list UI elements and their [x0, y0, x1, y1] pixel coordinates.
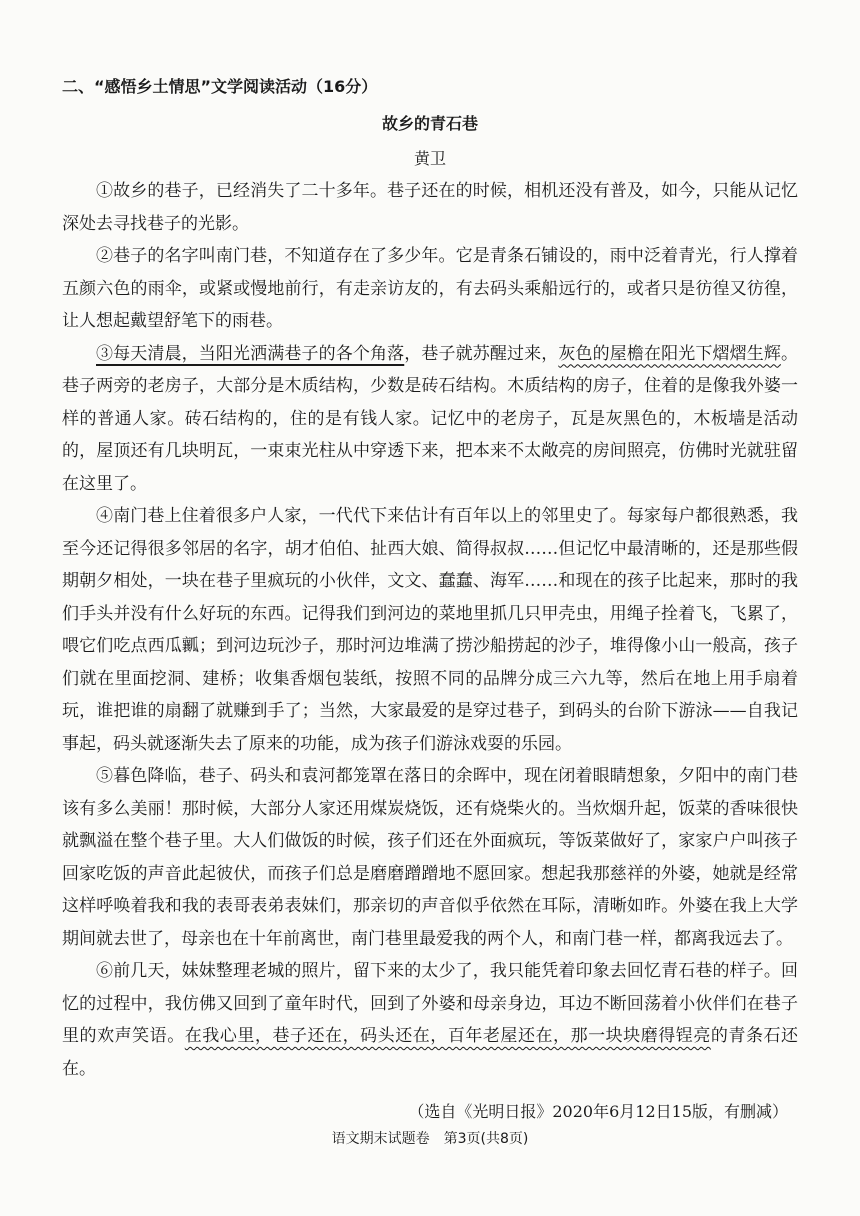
paragraph-3-rest: 。巷子两旁的老房子，大部分是木质结构，少数是砖石结构。木质结构的房子，住着的是像我外婆一样的普通人家。砖石结构的，住的是有钱人家。记忆中的老房子，瓦是灰黑色的，木板墙是活动的，屋顶还有几块明瓦，一束束光柱从中穿透下来，把本来不太敞亮的房间照亮，仿佛时光就驻留在这里了。 — [62, 343, 798, 494]
section-title: 二、“感悟乡土情思”文学阅读活动（16分） — [62, 77, 378, 96]
paragraph-5: ⑤暮色降临，巷子、码头和袁河都笼罩在落日的余晖中，现在闭着眼睛想象，夕阳中的南门巷该有多么美丽！那时候，大部分人家还用煤炭烧饭，还有烧柴火的。当炊烟升起，饭菜的香味很快就飘溢在整个巷子里。大人们做饭的时候，孩子们还在外面疯玩，等饭菜做好了，家家户户叫孩子回家吃饭的声音此起彼伏，而孩子们总是磨磨蹭蹭地不愿回家。想起我那慈祥的外婆，她就是经常这样呼唤着我和我的表哥表弟表妹们，那亲切的声音似乎依然在耳际，清晰如昨。外婆在我上大学期间就去世了，母亲也在十年前离世，南门巷里最爱我的两个人，和南门巷一样，都离我远去了。 — [62, 766, 798, 949]
paragraph-1: ①故乡的巷子，已经消失了二十多年。巷子还在的时候，相机还没有普及，如今，只能从记忆深处去寻找巷子的光影。 — [62, 181, 798, 234]
paragraph-4: ④南门巷上住着很多户人家，一代代下来估计有百年以上的邻里史了。每家每户都很熟悉，我至今还记得很多邻居的名字，胡才伯伯、扯西大娘、简得叔叔……但记忆中最清晰的，还是那些假期朝夕相处，一块在巷子里疯玩的小伙伴，文文、蠢蠢、海军……和现在的孩子比起来，那时的我们手头并没有什么好玩的东西。记得我们到河边的菜地里抓几只甲壳虫，用绳子拴着飞，飞累了，喂它们吃点西瓜瓤；到河边玩沙子，那时河边堆满了捞沙船捞起的沙子，堆得像小山一般高，孩子们就在里面挖洞、建桥；收集香烟包装纸，按照不同的品牌分成三六九等，然后在地上用手扇着玩，谁把谁的扇翻了就赚到手了；当然，大家最爱的是穿过巷子，到码头的台阶下游泳——自我记事起，码头就逐渐失去了原来的功能，成为孩子们游泳戏耍的乐园。 — [62, 506, 798, 754]
article-author: 黄卫 — [413, 149, 446, 168]
paragraph-6 — [62, 955, 798, 1085]
article-title: 故乡的青石巷 — [381, 114, 478, 133]
page-footer: 语文期末试题卷 第3页(共8页) — [331, 1131, 529, 1147]
paragraph-6-start: ⑥前几天，妹妹整理老城的照片，留下来的太少了，我只能凭着印象去回忆青石巷的样子。回忆的过程中，我仿佛又回到了童年时代，回到了外婆和母亲身边，耳边不断回荡着小伙伴们在巷子里的欢声笑语。 — [62, 961, 798, 1046]
article-source: （选自《光明日报》2020年6月12日15版，有删减） — [408, 1102, 788, 1121]
underlined-sentence-b: 灰色的屋檐在阳光下熠熠生辉 — [558, 343, 781, 364]
paragraph-2: ②巷子的名字叫南门巷，不知道存在了多少年。它是青条石铺设的，雨中泛着青光，行人撑着五颜六色的雨伞，或紧或慢地前行，有走亲访友的，有去码头乘船远行的，或者只是彷徨又彷徨，让人想起戴望舒笔下的雨巷。 — [62, 246, 798, 331]
underlined-sentence-a: ③每天清晨，当阳光洒满巷子的各个角落 — [96, 343, 405, 364]
paragraph-3 — [62, 338, 798, 501]
paragraph-3-mid: ，巷子就苏醒过来， — [404, 343, 559, 364]
wavy-underlined-sentence: 在我心里，巷子还在，码头还在，百年老屋还在，那一块块磨得锃亮 — [184, 1026, 711, 1046]
paragraph-6-end: 的青条石还在。 — [62, 1026, 799, 1079]
